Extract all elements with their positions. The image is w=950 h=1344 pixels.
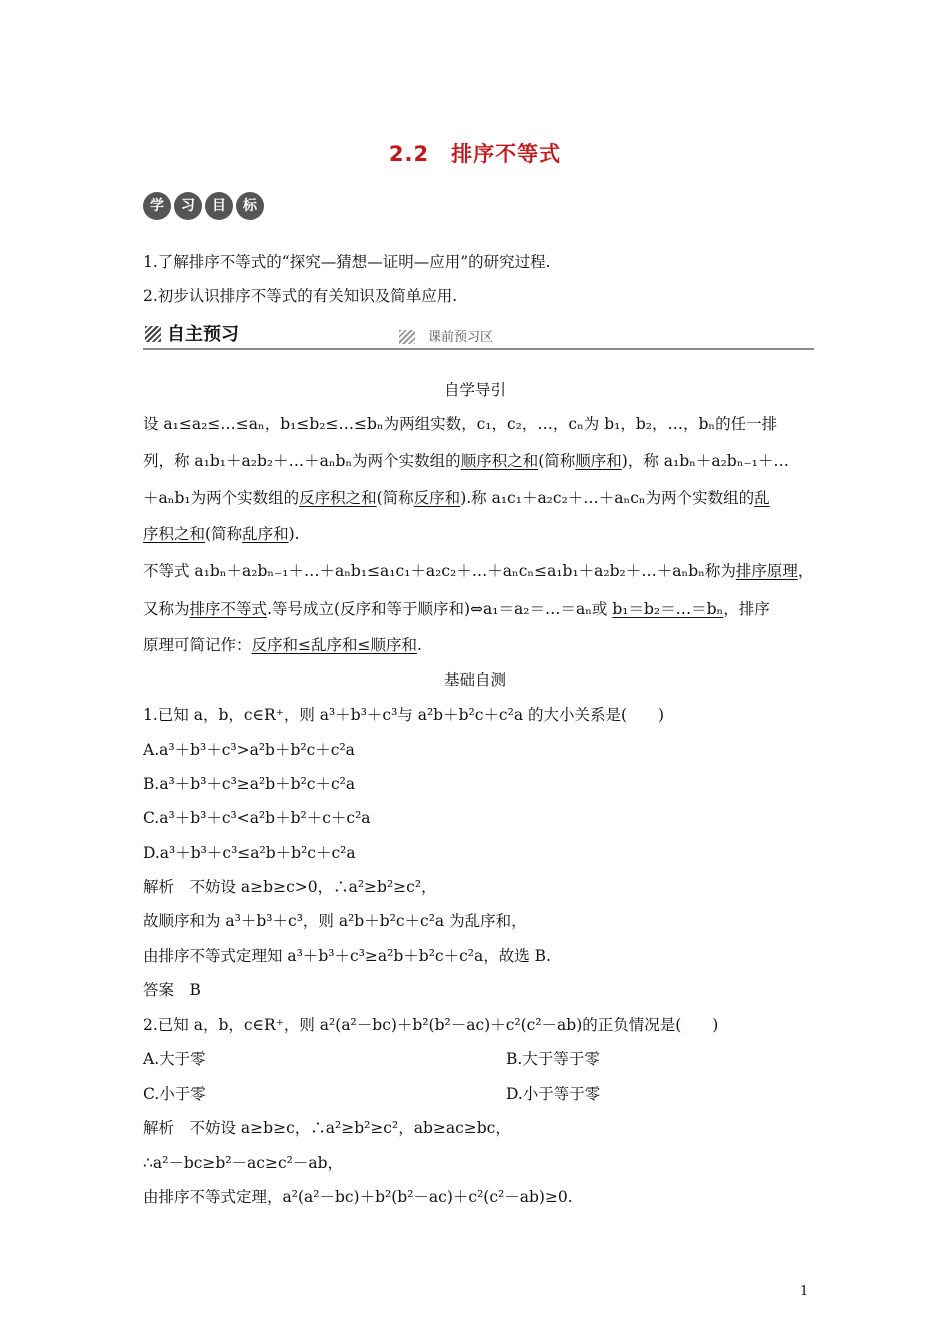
stripes-icon	[145, 326, 161, 342]
text: 又称为	[143, 600, 190, 618]
option-b: B.大于等于零	[506, 1050, 600, 1068]
section-tag: 课前预习区	[428, 330, 494, 345]
text-line	[143, 449, 789, 471]
solution-line: 解析 不妨设 a≥b≥c，∴a²≥b²≥c²，ab≥ac≥bc，	[143, 1119, 511, 1137]
section-header	[143, 322, 814, 350]
answer-underline: 排序不等式	[189, 600, 268, 618]
option-c: C.小于零	[143, 1085, 206, 1103]
text: 不等式 a₁bₙ＋a₂bₙ₋₁＋…＋aₙb₁≤a₁c₁＋a₂c₂＋…＋aₙcₙ≤a₁b₁＋a₂b₂＋…＋aₙbₙ称为	[143, 562, 736, 580]
stripes-icon	[399, 330, 415, 344]
answer-underline: 顺序和	[575, 452, 622, 470]
answer-underline: 反序积之和	[299, 489, 377, 507]
text-line: 设 a₁≤a₂≤…≤aₙ，b₁≤b₂≤…≤bₙ为两组实数，c₁，c₂，…，cₙ为 b₁，b₂，…，bₙ的任一排	[143, 415, 778, 433]
text: ，排序	[723, 600, 770, 618]
text: (简称	[205, 525, 243, 543]
subheading-self-study: 自学导引	[443, 381, 506, 399]
badge-char: 目	[205, 192, 233, 220]
badge-char: 学	[143, 192, 171, 220]
answer-underline: 序积之和	[143, 525, 206, 543]
solution-line: 故顺序和为 a³＋b³＋c³，则 a²b＋b²c＋c²a 为乱序和，	[143, 912, 527, 930]
badge-char: 标	[236, 192, 264, 220]
text: 原理可简记作：	[143, 636, 252, 654]
answer-line: 答案 B	[143, 981, 201, 999]
solution-line: 解析 不妨设 a≥b≥c>0，∴a²≥b²≥c²，	[143, 878, 437, 896]
answer-underline: b₁＝b₂＝…＝bₙ	[612, 600, 724, 618]
text: (简称	[538, 452, 576, 470]
text-line	[143, 559, 813, 581]
option-d: D.a³＋b³＋c³≤a²b＋b²c＋c²a	[143, 844, 356, 862]
text: )，称 a₁bₙ＋a₂bₙ₋₁＋…	[621, 452, 789, 470]
option-d: D.小于等于零	[506, 1085, 601, 1103]
option-a: A.a³＋b³＋c³>a²b＋b²c＋c²a	[143, 741, 355, 759]
section-name: 自主预习	[167, 324, 239, 345]
subheading-self-test: 基础自测	[443, 671, 506, 689]
option-a: A.大于零	[143, 1050, 206, 1068]
text: 列，称 a₁b₁＋a₂b₂＋…＋aₙbₙ为两个实数组的	[143, 452, 461, 470]
answer-underline: 顺序积之和	[460, 452, 539, 470]
answer-underline: 乱序和	[242, 525, 289, 543]
answer-underline: 反序和≤乱序和≤顺序和	[251, 636, 417, 654]
text: ，	[797, 562, 814, 580]
answer-underline: 排序原理	[735, 562, 798, 580]
learning-objectives-badge	[143, 192, 264, 220]
solution-line: 由排序不等式定理知 a³＋b³＋c³≥a²b＋b²c＋c²a，故选 B.	[143, 947, 551, 965]
answer-underline: 反序和	[413, 489, 461, 507]
page-title: 2.2 排序不等式	[388, 142, 562, 166]
objective-1: 1.了解排序不等式的“探究—猜想—证明—应用”的研究过程.	[143, 253, 551, 271]
text-line	[143, 522, 300, 544]
page-number: 1	[800, 1284, 809, 1299]
option-b: B.a³＋b³＋c³≥a²b＋b²c＋c²a	[143, 775, 356, 793]
solution-line: 由排序不等式定理，a²(a²－bc)＋b²(b²－ac)＋c²(c²－ab)≥0.	[143, 1188, 573, 1206]
text: (简称	[376, 489, 414, 507]
solution-line: ∴a²－bc≥b²－ac≥c²－ab，	[143, 1154, 344, 1172]
text: ).	[288, 525, 300, 543]
answer-underline: 乱	[754, 489, 770, 507]
question-1: 1.已知 a，b，c∈R⁺，则 a³＋b³＋c³与 a²b＋b²c＋c²a 的大小关系是( )	[143, 706, 665, 724]
badge-char: 习	[174, 192, 202, 220]
option-c: C.a³＋b³＋c³<a²b＋b²＋c＋c²a	[143, 809, 371, 827]
text: .等号成立(反序和等于顺序和)⇔a₁＝a₂＝…＝aₙ或	[267, 600, 613, 618]
text: ＋aₙb₁为两个实数组的	[143, 489, 300, 507]
text: ).称 a₁c₁＋a₂c₂＋…＋aₙcₙ为两个实数组的	[460, 489, 755, 507]
text: .	[417, 636, 422, 654]
question-2: 2.已知 a，b，c∈R⁺，则 a²(a²－bc)＋b²(b²－ac)＋c²(c²－ab)的正负情况是( )	[143, 1016, 719, 1034]
objective-2: 2.初步认识排序不等式的有关知识及简单应用.	[143, 287, 458, 305]
text-line	[143, 486, 770, 508]
text-line	[143, 633, 422, 655]
text-line	[143, 597, 770, 619]
